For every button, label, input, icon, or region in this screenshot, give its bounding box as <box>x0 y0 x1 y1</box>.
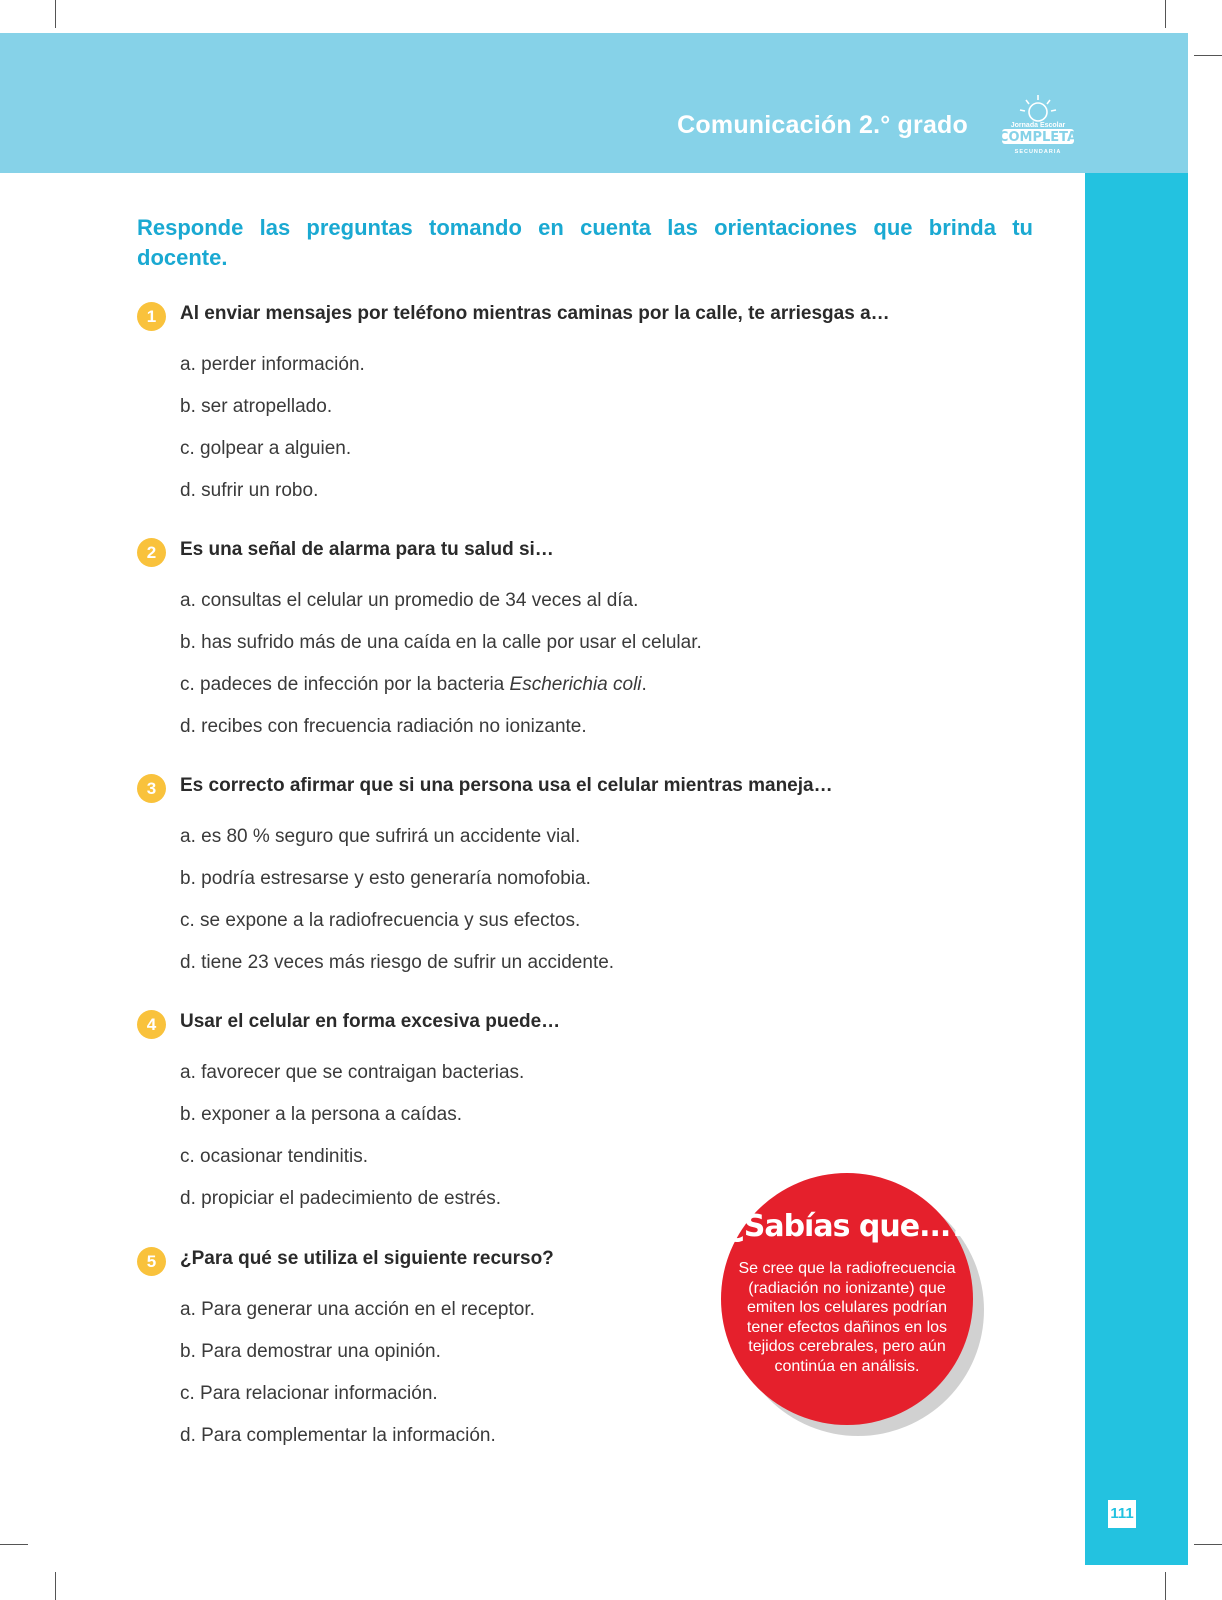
answer-option[interactable]: c. golpear a alguien. <box>180 438 352 459</box>
answer-option[interactable]: a. consultas el celular un promedio de 34 veces al día. <box>180 590 639 611</box>
question-number-badge: 5 <box>137 1247 166 1276</box>
option-text-end: . <box>641 674 647 695</box>
side-bar <box>1085 173 1188 1565</box>
svg-text:COMPLETA: COMPLETA <box>998 130 1078 145</box>
svg-text:Jornada Escolar: Jornada Escolar <box>1010 122 1066 129</box>
crop-mark <box>1165 0 1166 28</box>
answer-option[interactable]: c. se expone a la radiofrecuencia y sus efectos. <box>180 910 581 931</box>
question-text: ¿Para qué se utiliza el siguiente recurso? <box>180 1248 554 1269</box>
question-text: Es correcto afirmar que si una persona usa el celular mientras maneja… <box>180 775 833 796</box>
answer-option[interactable]: a. perder información. <box>180 354 365 375</box>
crop-mark <box>1194 1544 1222 1545</box>
jornada-escolar-logo <box>998 92 1078 158</box>
answer-option[interactable]: b. Para demostrar una opinión. <box>180 1341 441 1362</box>
answer-option[interactable]: a. favorecer que se contraigan bacterias. <box>180 1062 525 1083</box>
page-title: Comunicación 2.° grado <box>677 111 968 139</box>
svg-text:SECUNDARIA: SECUNDARIA <box>1014 149 1062 155</box>
did-you-know-text: Se cree que la radiofrecuencia (radiación no ionizante) que emiten los celulares podrían tener efectos dañinos en los tejidos cerebrales, pero aún continúa en análisis. <box>738 1260 956 1375</box>
answer-option[interactable]: d. recibes con frecuencia radiación no ionizante. <box>180 716 587 737</box>
answer-option[interactable]: a. es 80 % seguro que sufrirá un accidente vial. <box>180 826 581 847</box>
answer-option[interactable] <box>180 664 937 706</box>
answer-option[interactable]: b. ser atropellado. <box>180 396 333 417</box>
did-you-know-callout <box>721 1173 973 1425</box>
question-1 <box>137 302 937 512</box>
answer-option[interactable]: c. Para relacionar información. <box>180 1383 438 1404</box>
question-text: Usar el celular en forma excesiva puede… <box>180 1011 561 1032</box>
question-3 <box>137 774 937 984</box>
answer-option[interactable]: d. Para complementar la información. <box>180 1425 496 1446</box>
question-text: Al enviar mensajes por teléfono mientras caminas por la calle, te arriesgas a… <box>180 303 890 324</box>
question-text: Es una señal de alarma para tu salud si… <box>180 539 554 560</box>
answer-option[interactable]: b. has sufrido más de una caída en la calle por usar el celular. <box>180 632 702 653</box>
question-number-badge: 1 <box>137 302 166 331</box>
question-2 <box>137 538 937 748</box>
answer-option[interactable]: d. propiciar el padecimiento de estrés. <box>180 1188 502 1209</box>
crop-mark <box>0 1544 28 1545</box>
answer-option[interactable]: b. podría estresarse y esto generaría nomofobia. <box>180 868 591 889</box>
answer-option[interactable]: a. Para generar una acción en el receptor. <box>180 1299 535 1320</box>
question-number-badge: 4 <box>137 1010 166 1039</box>
option-italic-term: Escherichia coli <box>509 674 642 695</box>
answer-option[interactable]: c. ocasionar tendinitis. <box>180 1146 368 1167</box>
crop-mark <box>55 0 56 28</box>
did-you-know-title: ¿Sabías que...? <box>727 1209 967 1244</box>
question-number-badge: 3 <box>137 774 166 803</box>
instructions-heading: Responde las preguntas tomando en cuenta las orientaciones que brinda tu docente. <box>137 215 1033 270</box>
option-text: c. padeces de infección por la bacteria <box>180 674 510 695</box>
crop-mark <box>55 1572 56 1600</box>
answer-option[interactable]: b. exponer a la persona a caídas. <box>180 1104 463 1125</box>
question-number-badge: 2 <box>137 538 166 567</box>
crop-mark <box>1194 55 1222 56</box>
answer-option[interactable]: d. sufrir un robo. <box>180 480 319 501</box>
page-number: 111 <box>1108 1500 1136 1528</box>
answer-option[interactable]: d. tiene 23 veces más riesgo de sufrir un accidente. <box>180 952 615 973</box>
crop-mark <box>1165 1572 1166 1600</box>
